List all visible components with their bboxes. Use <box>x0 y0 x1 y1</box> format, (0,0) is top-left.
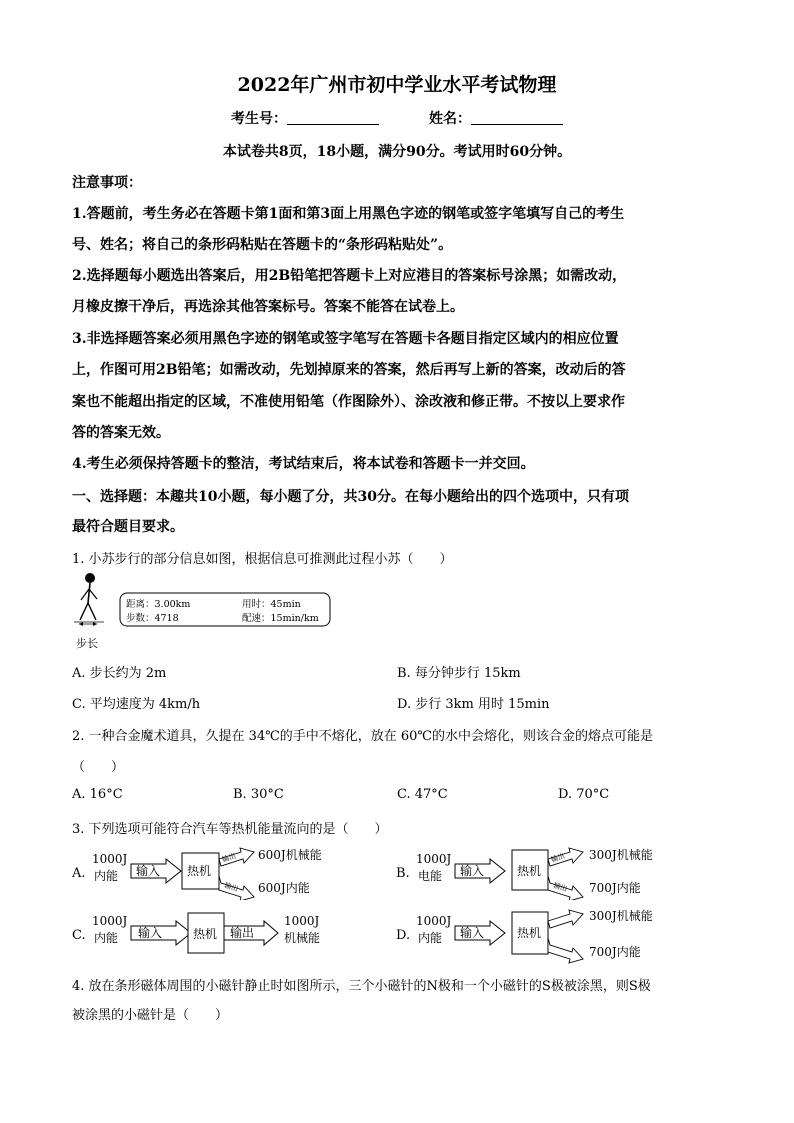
svg-text:内能: 内能 <box>94 931 119 945</box>
svg-text:700J内能: 700J内能 <box>589 945 641 959</box>
svg-text:热机: 热机 <box>187 864 212 878</box>
question-1-stem: 1. 小苏步行的部分信息如图，根据信息可推测此过程小苏（ ） <box>72 552 453 567</box>
svg-text:热机: 热机 <box>193 927 218 941</box>
exam-summary: 本试卷共8页，18小题，满分90分。考试用时60分钟。 <box>222 144 572 160</box>
section-heading-cont: 最符合题目要求。 <box>72 519 184 535</box>
notice-line: 案也不能超出指定的区域，不准使用铅笔（作图除外）、涂改液和修正带。不按以上要求作 <box>72 394 625 410</box>
svg-text:输出: 输出 <box>550 851 566 864</box>
svg-text:300J机械能: 300J机械能 <box>589 909 653 923</box>
option-b-label: B. <box>396 866 410 881</box>
walker-head-icon <box>85 573 95 583</box>
output-arrow-icon <box>548 910 583 928</box>
svg-text:1000J: 1000J <box>92 852 128 866</box>
question-4-stem: 4. 放在条形磁体周围的小磁针静止时如图所示，三个小磁针的N极和一个小磁针的S极被涂黑，则S极 <box>72 979 651 994</box>
q1-option-a[interactable]: A. 步长约为 2m <box>72 666 167 681</box>
svg-text:1000J: 1000J <box>416 914 452 928</box>
q3-option-b-diagram[interactable] <box>390 842 700 900</box>
svg-text:1000J: 1000J <box>92 914 128 928</box>
svg-text:输入: 输入 <box>460 926 485 940</box>
name-blank[interactable] <box>471 110 563 125</box>
svg-text:内能: 内能 <box>418 931 443 945</box>
page-title: 2022年广州市初中学业水平考试物理 <box>237 74 557 96</box>
svg-text:600J内能: 600J内能 <box>258 881 310 895</box>
svg-text:输入: 输入 <box>136 864 161 878</box>
notice-line: 答的答案无效。 <box>72 425 170 441</box>
q3-option-a-diagram[interactable] <box>66 842 356 900</box>
walk-distance: 距离：3.00km <box>126 599 191 610</box>
q1-option-b[interactable]: B. 每分钟步行 15km <box>397 666 521 681</box>
q1-option-c[interactable]: C. 平均速度为 4km/h <box>72 697 201 712</box>
svg-text:热机: 热机 <box>517 926 542 940</box>
notice-line: 4.考生必须保持答题卡的整洁，考试结束后，将本试卷和答题卡一并交回。 <box>72 456 535 472</box>
candidate-info <box>0 108 794 128</box>
svg-text:内能: 内能 <box>94 869 119 883</box>
q2-option-c[interactable]: C. 47°C <box>397 787 448 802</box>
candidate-number-label: 考生号： <box>231 111 287 127</box>
svg-text:输入: 输入 <box>138 926 163 940</box>
svg-text:1000J: 1000J <box>284 914 320 928</box>
question-2-stem: 2. 一种合金魔术道具，久提在 34℃的手中不熔化，放在 60℃的水中会熔化，则该合金的熔点可能是 <box>72 729 653 744</box>
q3-option-c-diagram[interactable] <box>66 904 356 962</box>
walk-steps: 步数：4718 <box>126 613 179 624</box>
svg-text:300J机械能: 300J机械能 <box>589 848 653 862</box>
name-label: 姓名： <box>429 111 471 127</box>
svg-text:1000J: 1000J <box>416 852 452 866</box>
notice-heading: 注意事项： <box>72 175 142 191</box>
notice-line: 号、姓名；将自己的条形码粘贴在答题卡的“条形码粘贴处”。 <box>72 237 453 253</box>
step-length-label: 步长 <box>76 637 98 650</box>
candidate-number-blank[interactable] <box>287 110 379 125</box>
notice-line: 2.选择题每小题选出答案后，用2B铅笔把答题卡上对应港目的答案标号涂黑；如需改动， <box>72 268 627 284</box>
option-d-label: D. <box>396 928 411 943</box>
question-2-stem-cont: （ ） <box>72 760 125 775</box>
svg-text:输出: 输出 <box>230 926 255 940</box>
svg-text:600J机械能: 600J机械能 <box>258 848 322 862</box>
q1-figure <box>70 570 340 652</box>
q2-option-d[interactable]: D. 70°C <box>558 787 610 802</box>
option-a-label: A. <box>72 866 86 881</box>
notice-line: 月橡皮擦干净后，再选涂其他答案标号。答案不能答在试卷上。 <box>72 299 464 315</box>
svg-text:输入: 输入 <box>460 864 485 878</box>
walk-time: 用时：45min <box>242 599 301 610</box>
question-4-stem-cont: 被涂黑的小磁针是（ ） <box>72 1008 229 1023</box>
notice-line: 1.答题前，考生务必在答题卡第1面和第3面上用黑色字迹的钢笔或签字笔填写自己的考生 <box>72 206 625 222</box>
svg-text:电能: 电能 <box>418 869 443 883</box>
q1-option-d[interactable]: D. 步行 3km 用时 15min <box>397 697 550 712</box>
question-3-stem: 3. 下列选项可能符合汽车等热机能量流向的是（ ） <box>72 822 388 837</box>
svg-text:热机: 热机 <box>517 864 542 878</box>
option-c-label: C. <box>72 928 86 943</box>
svg-text:机械能: 机械能 <box>284 931 321 945</box>
svg-text:输出: 输出 <box>221 851 237 864</box>
output-arrow-icon <box>548 938 583 963</box>
svg-text:输出: 输出 <box>552 881 569 894</box>
q3-option-d-diagram[interactable] <box>390 904 700 964</box>
walk-pace: 配速：15min/km <box>242 613 319 624</box>
q2-option-a[interactable]: A. 16°C <box>72 787 123 802</box>
notice-line: 上，作图可用2B铅笔；如需改动，先划掉原来的答案，然后再写上新的答案，改动后的答 <box>72 362 626 378</box>
notice-line: 3.非选择题答案必须用黑色字迹的钢笔或签字笔写在答题卡各题目指定区域内的相应位置 <box>72 331 619 347</box>
section-heading: 一、选择题：本趣共10小题，每小题了分，共30分。在每小题给出的四个选项中，只有项 <box>72 489 629 505</box>
svg-text:输出: 输出 <box>223 881 240 894</box>
svg-text:700J内能: 700J内能 <box>589 881 641 895</box>
q2-option-b[interactable]: B. 30°C <box>233 787 284 802</box>
